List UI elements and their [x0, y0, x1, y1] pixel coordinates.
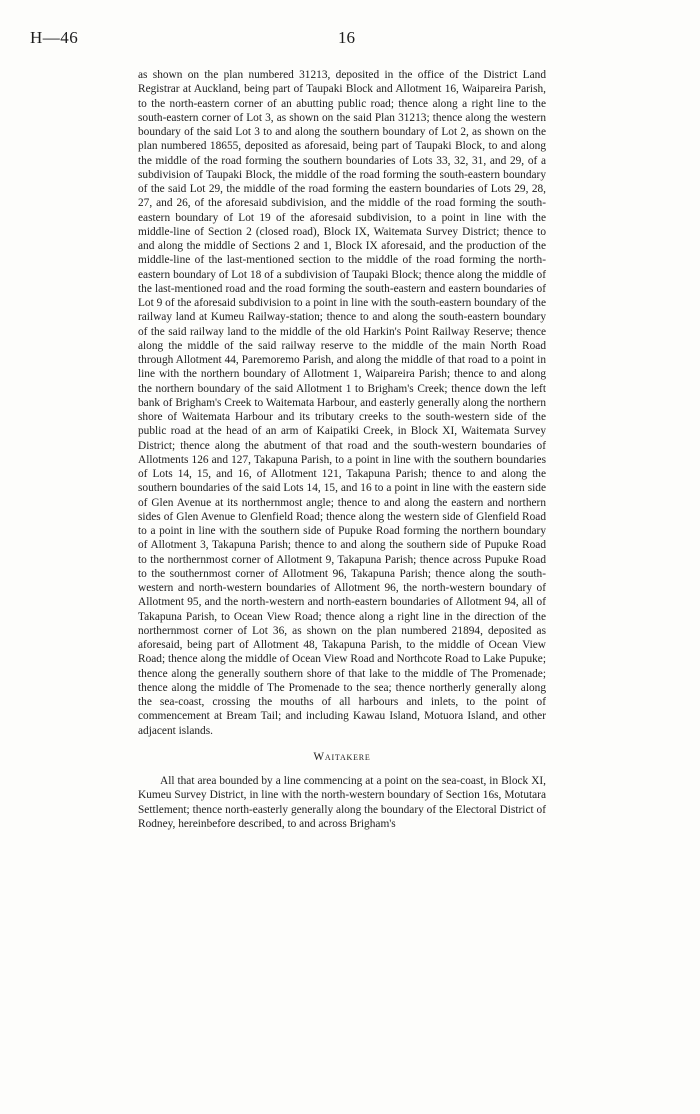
- waitakere-boundary-paragraph: All that area bounded by a line commencing at a point on the sea-coast, in Block XI, Kumeu Survey District, in line with the north-western boundary of Section 16s, Motutara Settlement; thence north-easterly generally along the boundary of the Electoral District of Rodney, hereinbefore described, to and across Brigham's: [138, 775, 546, 830]
- section-heading-waitakere: Waitakere: [313, 750, 371, 763]
- document-reference: H—46: [30, 28, 79, 47]
- page-number: 16: [338, 28, 355, 47]
- page-header: [0, 28, 700, 52]
- boundary-description-paragraph: as shown on the plan numbered 31213, deposited in the office of the District Land Registrar at Auckland, being part of Taupaki Block and Allotment 16, Waipareira Parish, to the north-eastern corner of an abutting public road; thence along a right line to the south-eastern corner of Lot 3, as shown on the said Plan 31213; thence along the western boundary of the said Lot 3 to and along the southern boundary of Lot 2, as shown on the plan numbered 18655, deposited as aforesaid, being part of Taupaki Block, to and along the middle of the road forming the southern boundaries of Lots 33, 32, 31, and 29, of a subdivision of Taupaki Block, the middle of the road forming the south-eastern boundary of the said Lot 29, the middle of the road forming the eastern boundaries of Lots 29, 28, 27, and 26, of the aforesaid subdivision, and the middle of the road forming the south-eastern boundary of Lot 19 of the aforesaid subdivision, to a point in line with the middle-line of Section 2 (closed road), Block IX, Waitemata Survey District; thence to and along the middle of Sections 2 and 1, Block IX aforesaid, and the production of the middle-line of the last-mentioned section to the middle of the road forming the north-eastern boundary of Lot 18 of a subdivision of Taupaki Block; thence along the middle of the last-mentioned road and the road forming the south-eastern and eastern boundaries of Lot 9 of the aforesaid subdivision to a point in line with the south-eastern boundary of the railway land at Kumeu Railway-station; thence to and along the south-eastern boundary of the said railway land to the middle of the old Harkin's Point Railway Reserve; thence along the middle of the said railway reserve to the middle of the main North Road through Allotment 44, Paremoremo Parish, and along the middle of that road to a point in line with the northern boundary of Allotment 1, Waipareira Parish; thence to and along the northern boundary of the said Allotment 1 to Brigham's Creek; thence down the left bank of Brigham's Creek to Waitemata Harbour, and easterly generally along the northern shore of Waitemata Harbour and its tributary creeks to the south-western side of the public road at the head of an arm of Kaipatiki Creek, in Block XI, Waitemata Survey District; thence along the abutment of that road and the south-western boundaries of Allotments 126 and 127, Takapuna Parish, to a point in line with the southern boundaries of Lots 14, 15, and 16, of Allotment 121, Takapuna Parish; thence to and along the southern boundaries of the said Lots 14, 15, and 16 to a point in line with the eastern side of Glen Avenue at its northernmost angle; thence to and along the eastern and northern sides of Glen Avenue to Glenfield Road; thence along the western side of Glenfield Road to a point in line with the southern side of Pupuke Road forming the northern boundary of Allotment 3, Takapuna Parish; thence to and along the southern side of Pupuke Road to the northernmost corner of Allotment 9, Takapuna Parish; thence across Pupuke Road to the southernmost corner of Allotment 96, Takapuna Parish; thence along the south-western and north-western boundaries of Allotment 96, the north-western boundary of Allotment 95, and the north-western and north-eastern boundaries of Allotment 94, all of Takapuna Parish, to Ocean View Road; thence along a right line in the direction of the northernmost corner of Lot 36, as shown on the plan numbered 21894, deposited as aforesaid, being part of Allotment 48, Takapuna Parish, to the middle of Ocean View Road; thence along the middle of Ocean View Road and Northcote Road to Lake Pupuke; thence along the generally southern shore of that lake to the middle of The Promenade; thence along the middle of The Promenade to the sea; thence northerly generally along the sea-coast, crossing the mouths of all harbours and inlets, to the point of commencement at Bream Tail; and including Kawau Island, Motuora Island, and other adjacent islands.: [138, 69, 546, 737]
- document-body: [138, 68, 546, 831]
